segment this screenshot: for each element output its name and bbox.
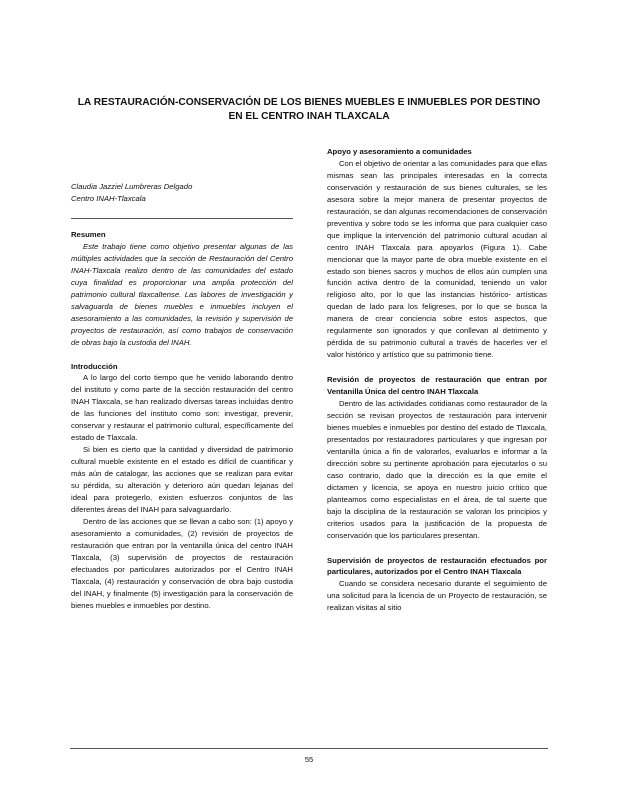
intro-paragraph: A lo largo del corto tiempo que he venido laborando dentro del instituto y como parte de la sección restauración del centro INAH Tlaxcala, se han realizado diversas tareas incluidas dentro de las funciones del instituto como son: investigar, prevenir, conservar y restaurar el patrimonio cultural, específicamente del estado de Tlaxcala. [71,373,293,443]
left-column [71,181,293,612]
intro-heading: Introducción [71,361,118,371]
section-text-revision: Dentro de las actividades cotidianas como restaurador de la sección se revisan proyectos de restauración para intervenir bienes muebles e inmuebles por destino del estado de Tlaxcala, presentados por restauradores particulares y que ingresan por ventanilla única a fin de valorarlos, evaluarlos e informar a la dirección sobre su pertinente aprobación para ejecutarlos o su caso contrario, dado que la dirección es la que emite el dictamen y licencia, se apoya en nuestro juicio crítico que planteamos como especialistas en el área, de tal suerte que bajo la disciplina de la restauración se valoran los principios y criterios usados para la justificación de la propuesta de conservación que los particulares presentan. [327,399,547,540]
paper-title: LA RESTAURACIÓN-CONSERVACIÓN DE LOS BIENES MUEBLES E INMUEBLES POR DESTINO EN EL CENTRO INAH TLAXCALA [77,97,541,122]
section-text-supervision: Cuando se considera necesario durante el seguimiento de una solicitud para la licencia de un Proyecto de restauración, se realizan visitas al sitio [327,579,547,613]
section-heading-apoyo: Apoyo y asesoramiento a comunidades [327,147,472,156]
page-number: 55 [304,755,314,764]
right-column [327,146,547,614]
section-text-apoyo: Con el objetivo de orientar a las comunidades para que ellas mismas sean las principales interesadas en la correcta conservación y restauración de sus bienes culturales, se les asesora sobre la mejor manera de presentar proyectos de restauración, se dan algunas recomendaciones de conservación preventiva y sobre todo se les informa que para cualquier caso que implique la intervención del patrimonio cultural acudan al centro INAH Tlaxcala para apoyarlos (Figura 1). Cabe mencionar que la mayor parte de obra mueble existente en el estado son bienes sacros y muchos de ellos aún cumplen una función activa dentro de la comunidad, teniendo un valor religioso alto, por lo que las instancias histórico- artísticas quedan de lado para los feligreses, por lo que se busca la manera de crear conciencia sobre estos aspectos, que regularmente son ignorados y que conllevan al detrimento y pérdida de su patrimonio cultural a través de hacerles ver el valor histórico y artístico que su patrimonio tiene. [327,158,547,360]
intro-paragraph: Dentro de las acciones que se llevan a cabo son: (1) apoyo y asesoramiento a comunidades, (2) revisión de proyectos de restauración que entran por la ventanilla única del centro INAH Tlaxcala, (3) supervisión de proyectos de restauración efectuados por particulares autorizados por el Centro INAH Tlaxcala, (4) restauración y conservación de obra bajo custodia del INAH, y finalmente (5) investigación para la conservación de bienes muebles e inmuebles por destino. [71,516,293,610]
author-affiliation: Centro INAH-Tlaxcala [71,194,146,203]
abstract-heading: Resumen [71,230,106,239]
section-heading-revision: Revisión de proyectos de restauración que entran por Ventanilla Única del centro INAH Tlaxcala [327,375,547,397]
footer-rule [70,748,548,749]
abstract-text: Este trabajo tiene como objetivo presentar algunas de las múltiples actividades que la sección de Restauración del Centro INAH-Tlaxcala realizo dentro de las comunidades del estado cuya finalidad es proporcionar una amplia protección del patrimonio cultural tlaxcaltense. Las labores de investigación y salvaguarda de bienes muebles e inmuebles incluyen el asesoramiento a las comunidades, la revisión y supervisión de proyectos de restauración, así como trabajos de conservación de obras bajo la custodia del INAH. [71,241,293,347]
section-heading-supervision: Supervisión de proyectos de restauración efectuados por particulares, autorizados por el Centro INAH Tlaxcala [327,555,547,577]
author-name: Claudia Jazziel Lumbreras Delgado [71,182,193,191]
intro-paragraph: Si bien es cierto que la cantidad y diversidad de patrimonio cultural mueble existente en el estado es difícil de cuantificar y más aún de catalogar, las acciones que se realizan para evitar su pérdida, su alteración y deterioro aún quedan lejanas del ideal para protegerlo, existen esfuerzos conjuntos de las diferentes áreas del INAH para salvaguardarlo. [71,445,293,514]
